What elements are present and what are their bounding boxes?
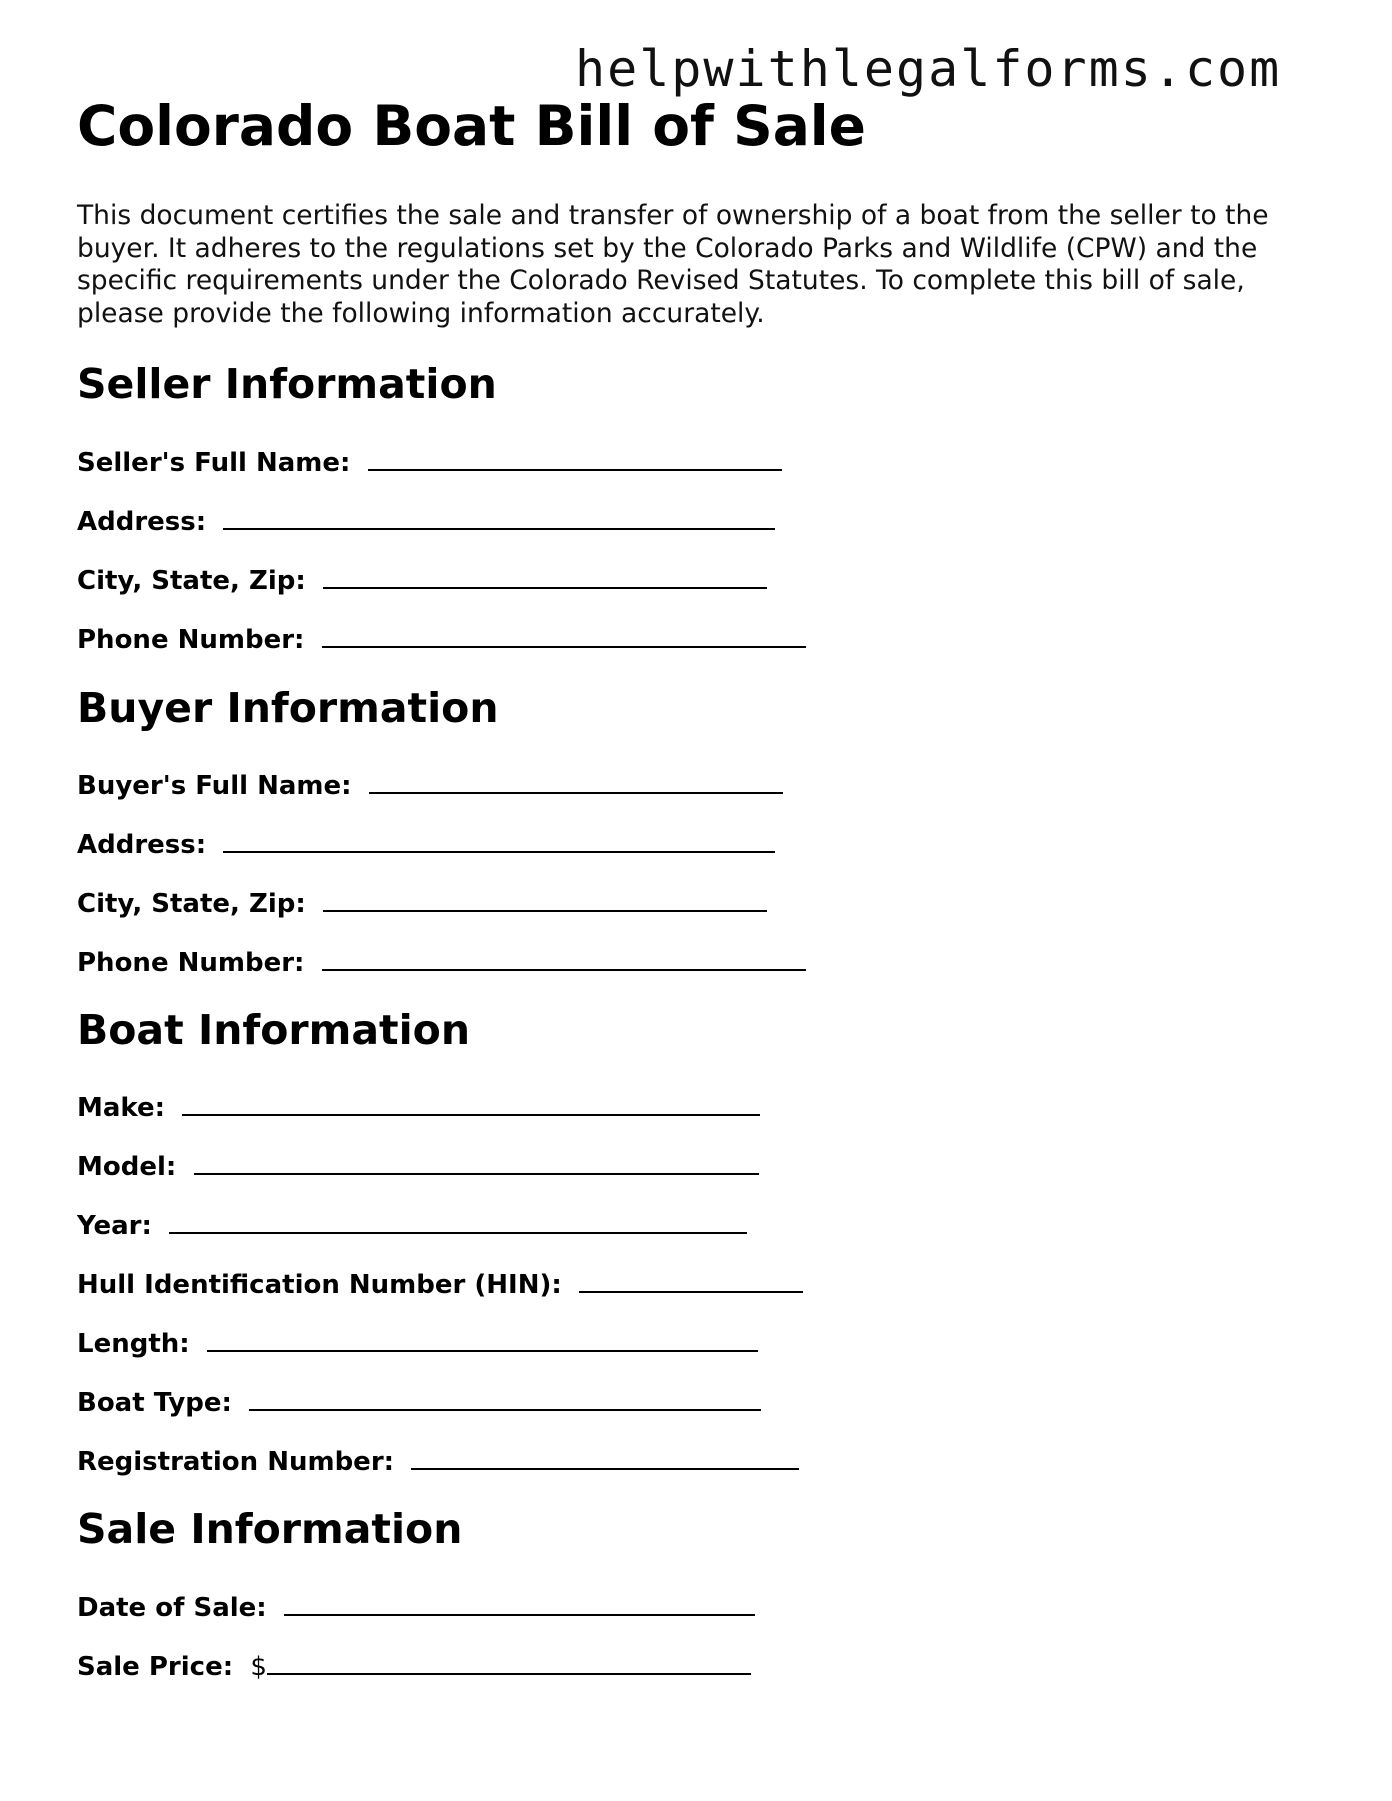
seller-heading: Seller Information [77, 360, 497, 408]
seller-address-label: Address: [77, 507, 207, 537]
buyer-section [77, 686, 1317, 731]
boat-heading: Boat Information [77, 1006, 471, 1054]
seller-phone-label: Phone Number: [77, 625, 305, 655]
boat-make-blank[interactable] [182, 1092, 760, 1116]
buyer-address-blank[interactable] [223, 829, 775, 853]
intro-paragraph: This document certifies the sale and transfer of ownership of a boat from the seller to the buyer. It adheres to the regulations set by the Colorado Parks and Wildlife (CPW) and the specific requirements under the Colorado Revised Statutes. To complete this bill of sale, please provide the following information accurately. [77, 200, 1269, 329]
boat-registration-label: Registration Number: [77, 1447, 395, 1477]
buyer-full-name-blank[interactable] [369, 770, 783, 794]
boat-registration-blank[interactable] [411, 1446, 799, 1470]
buyer-heading: Buyer Information [77, 684, 499, 732]
sale-date-field [77, 1592, 755, 1621]
boat-type-blank[interactable] [249, 1387, 761, 1411]
watermark: helpwithlegalforms.com [575, 40, 1282, 98]
boat-type-field [77, 1387, 761, 1416]
sale-heading: Sale Information [77, 1505, 463, 1553]
boat-model-field [77, 1151, 759, 1180]
boat-make-field [77, 1092, 760, 1121]
sale-price-field [77, 1651, 751, 1680]
seller-full-name-label: Seller's Full Name: [77, 448, 351, 478]
boat-model-label: Model: [77, 1152, 177, 1182]
boat-length-field [77, 1328, 758, 1357]
seller-phone-blank[interactable] [322, 624, 806, 648]
seller-full-name-blank[interactable] [368, 447, 782, 471]
boat-registration-field [77, 1446, 799, 1475]
seller-section [77, 362, 1317, 407]
seller-phone-field [77, 624, 806, 653]
sale-price-blank[interactable] [267, 1651, 751, 1675]
boat-type-label: Boat Type: [77, 1388, 232, 1418]
buyer-phone-label: Phone Number: [77, 948, 305, 978]
boat-year-field [77, 1210, 747, 1239]
boat-model-blank[interactable] [194, 1151, 759, 1175]
sale-price-currency: $ [250, 1652, 267, 1682]
seller-address-field [77, 506, 775, 535]
boat-year-label: Year: [77, 1211, 152, 1241]
seller-address-blank[interactable] [223, 506, 775, 530]
boat-make-label: Make: [77, 1093, 166, 1123]
seller-city-state-zip-field [77, 565, 767, 594]
seller-full-name-field [77, 447, 782, 476]
boat-section [77, 1008, 1317, 1053]
seller-city-state-zip-label: City, State, Zip: [77, 566, 306, 596]
sale-price-label: Sale Price: [77, 1652, 234, 1682]
boat-hin-field [77, 1269, 803, 1298]
sale-date-blank[interactable] [284, 1592, 755, 1616]
boat-length-blank[interactable] [207, 1328, 758, 1352]
buyer-city-state-zip-field [77, 888, 767, 917]
buyer-city-state-zip-label: City, State, Zip: [77, 889, 306, 919]
boat-hin-blank[interactable] [579, 1269, 803, 1293]
buyer-phone-blank[interactable] [322, 947, 806, 971]
buyer-city-state-zip-blank[interactable] [323, 888, 767, 912]
boat-length-label: Length: [77, 1329, 190, 1359]
buyer-address-label: Address: [77, 830, 207, 860]
buyer-address-field [77, 829, 775, 858]
boat-year-blank[interactable] [169, 1210, 747, 1234]
document-title: Colorado Boat Bill of Sale [77, 94, 866, 158]
sale-section [77, 1507, 1317, 1552]
buyer-phone-field [77, 947, 806, 976]
sale-date-label: Date of Sale: [77, 1593, 267, 1623]
seller-city-state-zip-blank[interactable] [323, 565, 767, 589]
buyer-full-name-field [77, 770, 783, 799]
boat-hin-label: Hull Identification Number (HIN): [77, 1270, 562, 1300]
buyer-full-name-label: Buyer's Full Name: [77, 771, 352, 801]
